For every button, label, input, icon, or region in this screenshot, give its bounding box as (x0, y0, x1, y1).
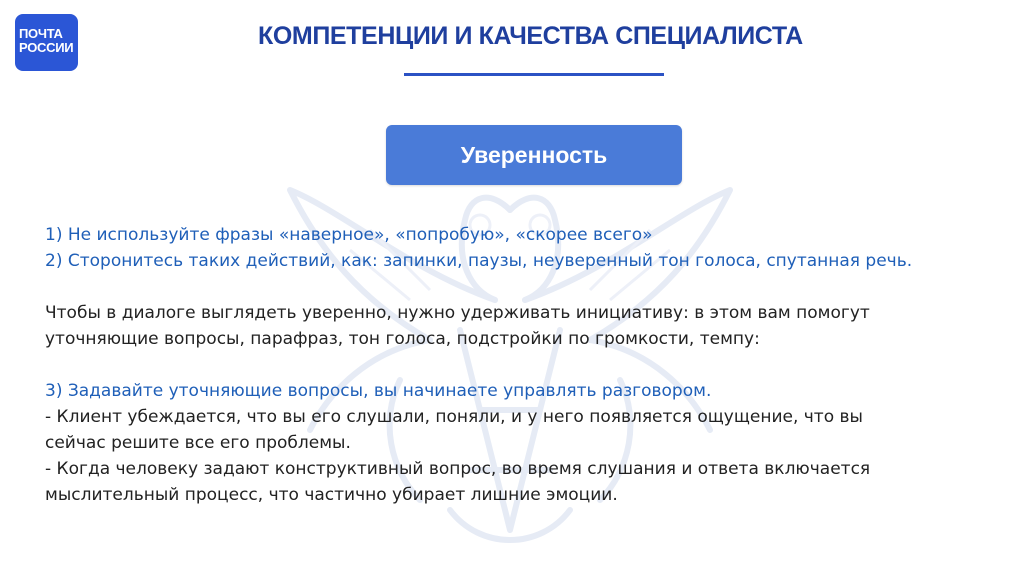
pochta-rossii-logo (15, 14, 78, 71)
list-item-1: 1) Не используйте фразы «наверное», «попробую», «скорее всего» (45, 225, 653, 245)
content-body (45, 222, 1005, 508)
logo-line-2: РОССИИ (19, 40, 74, 55)
bullet-1-line-2: сейчас решите все его проблемы. (45, 433, 351, 453)
list-item-3: 3) Задавайте уточняющие вопросы, вы начинаете управлять разговором. (45, 381, 712, 401)
paragraph-line-2: уточняющие вопросы, парафраз, тон голоса, подстройки по громкости, темпу: (45, 329, 760, 349)
bullet-2-line-1: - Когда человеку задают конструктивный вопрос, во время слушания и ответа включается (45, 459, 871, 479)
section-badge: Уверенность (386, 125, 682, 185)
paragraph-line-1: Чтобы в диалоге выглядеть уверенно, нужно удерживать инициативу: в этом вам помогут (45, 303, 870, 323)
spacer (45, 274, 1005, 300)
spacer (45, 352, 1005, 378)
bullet-1-line-1: - Клиент убеждается, что вы его слушали, поняли, и у него появляется ощущение, что вы (45, 407, 863, 427)
list-item-2: 2) Сторонитесь таких действий, как: запинки, паузы, неуверенный тон голоса, спутанная речь. (45, 251, 913, 271)
bullet-2-line-2: мыслительный процесс, что частично убирает лишние эмоции. (45, 485, 618, 505)
title-underline (404, 73, 664, 76)
logo-line-1: ПОЧТА (19, 26, 63, 41)
page-title: КОМПЕТЕНЦИИ И КАЧЕСТВА СПЕЦИАЛИСТА (258, 22, 803, 50)
